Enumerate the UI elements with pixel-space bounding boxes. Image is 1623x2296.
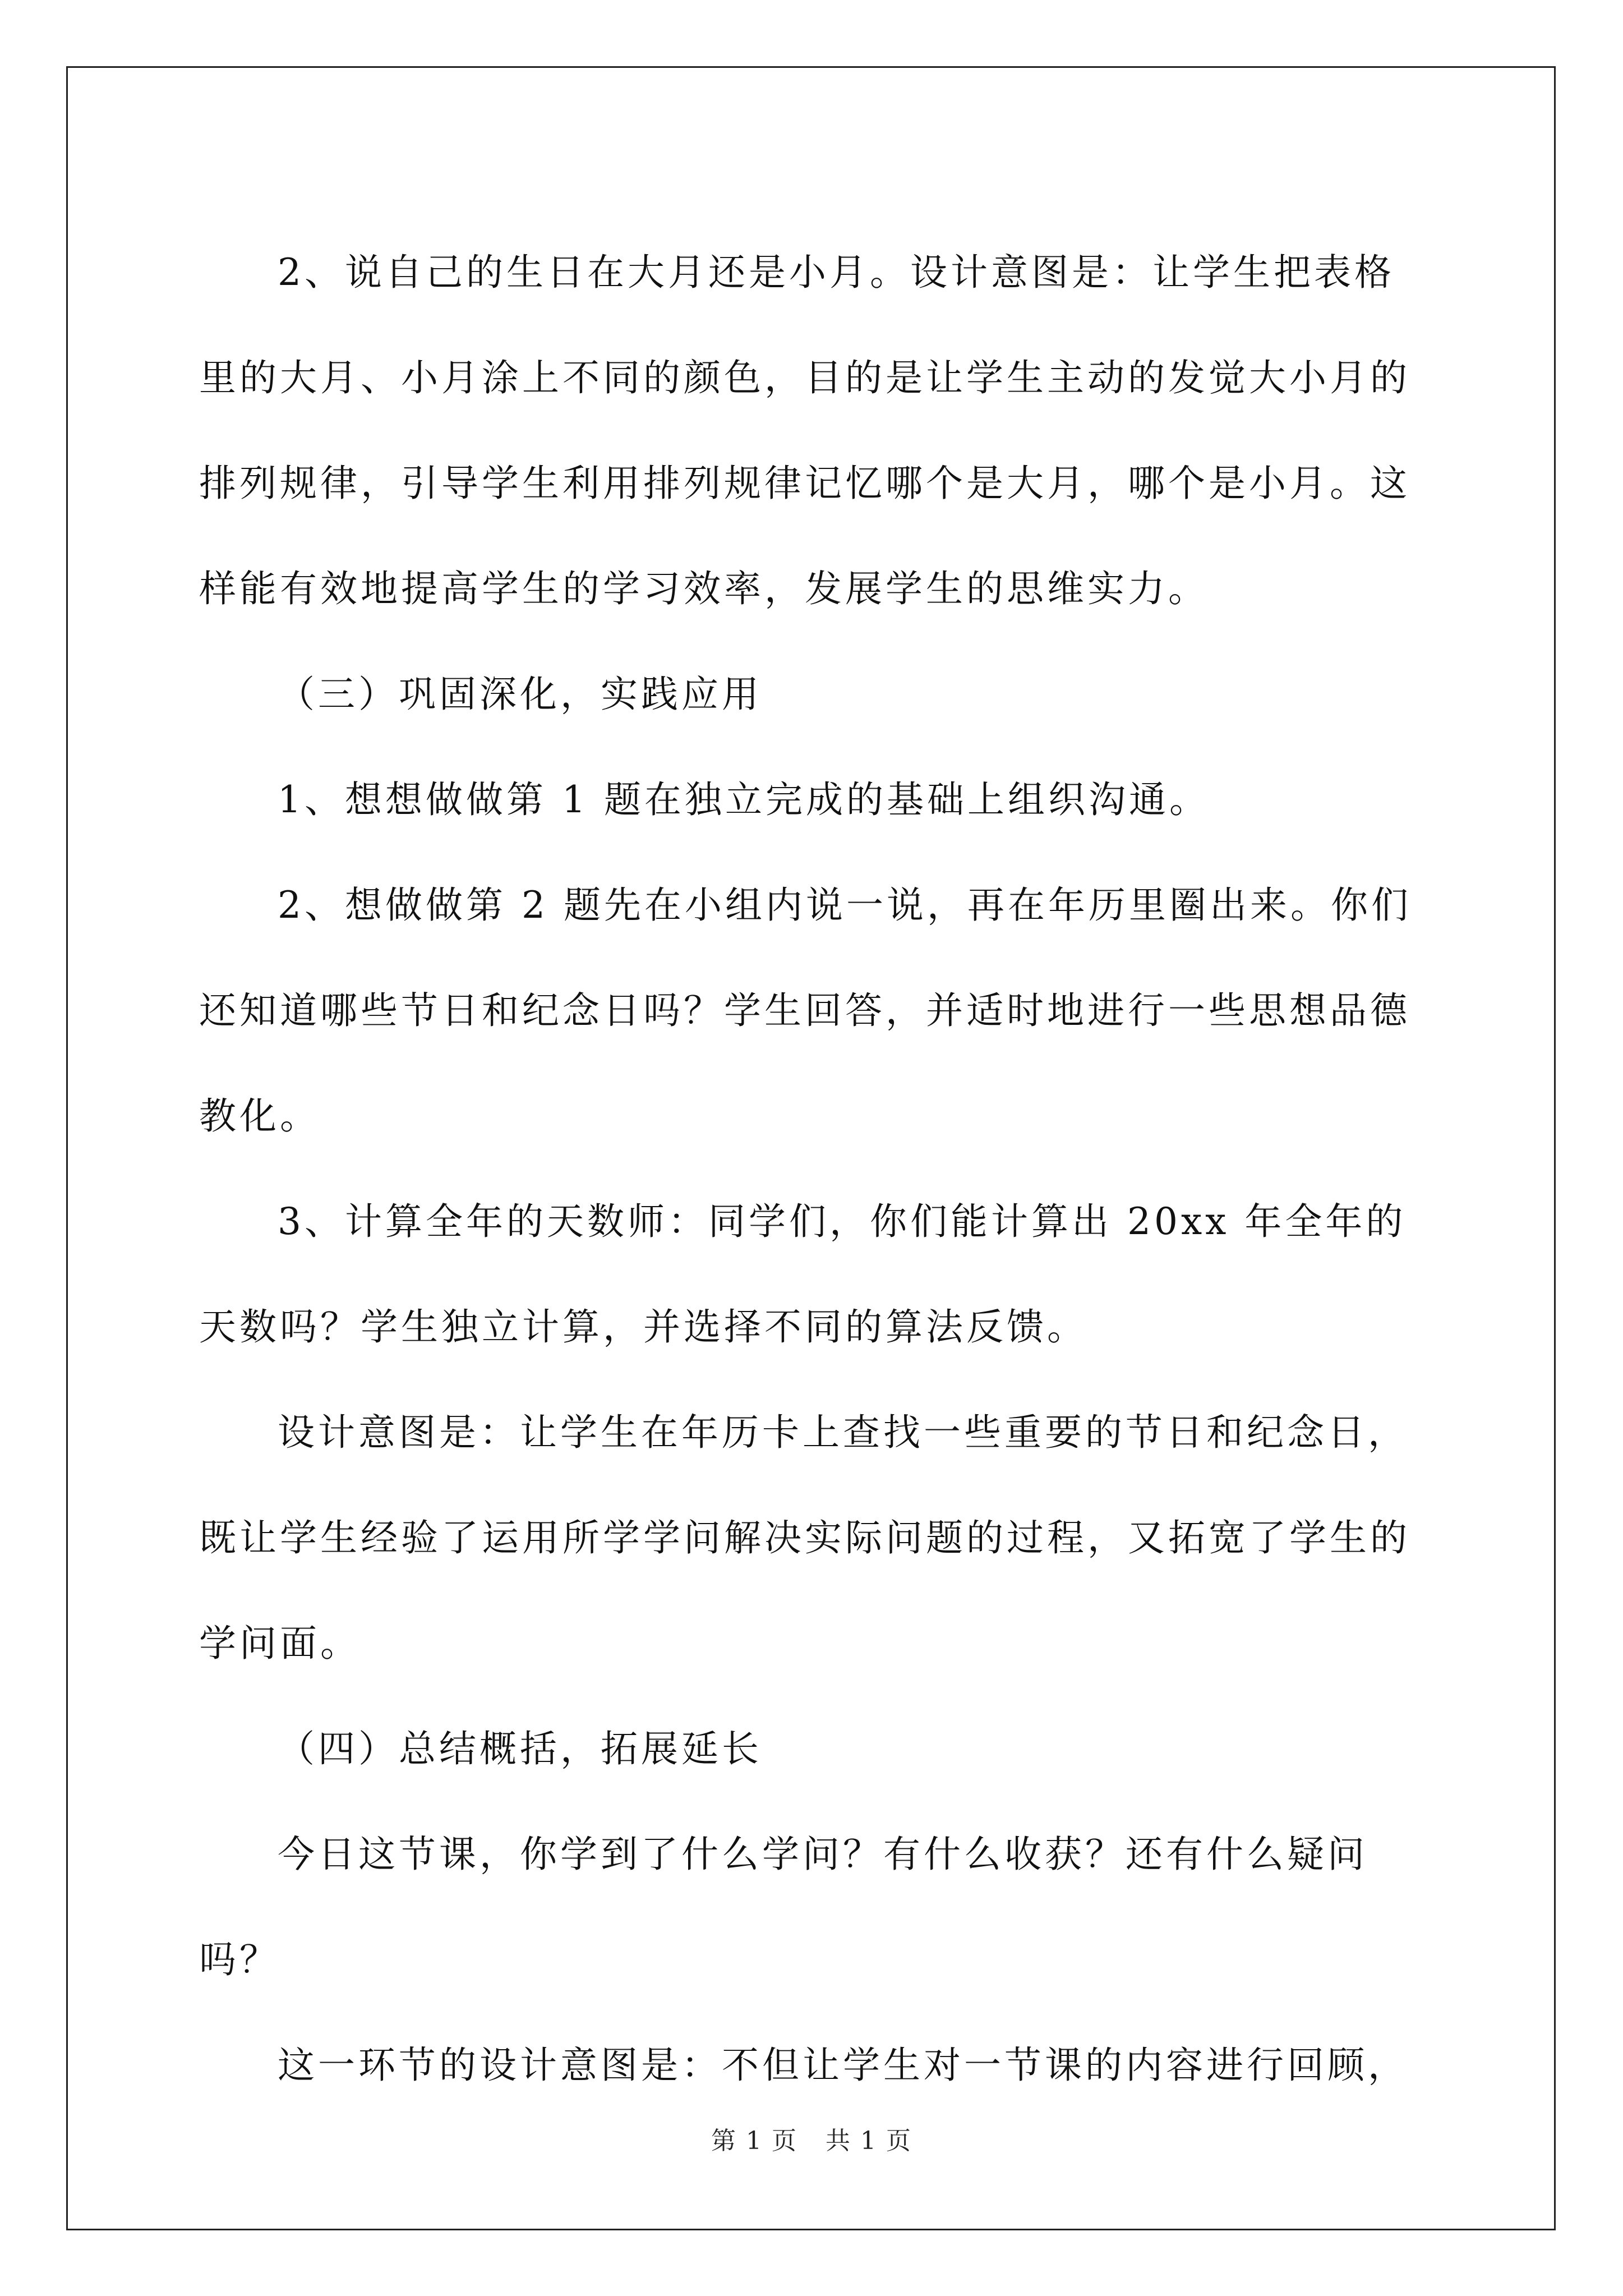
paragraph-design-intent: 设计意图是：让学生在年历卡上查找一些重要的节日和纪念日，既让学生经验了运用所学学问解决实际问题的过程，又拓宽了学生的学问面。 [199, 1411, 1410, 1665]
paragraph-exercise-3: 3、计算全年的天数师：同学们，你们能计算出 20xx 年全年的天数吗？学生独立计算，并选择不同的算法反馈。 [199, 1200, 1407, 1349]
document-body [199, 220, 1427, 2118]
section-heading-consolidate: （三）巩固深化，实践应用 [278, 673, 762, 716]
section-heading-summary: （四）总结概括，拓展延长 [278, 1727, 762, 1770]
paragraph-exercise-1: 1、想想做做第 1 题在独立完成的基础上组织沟通。 [278, 778, 1210, 821]
paragraph-birthday-months: 2、说自己的生日在大月还是小月。设计意图是：让学生把表格里的大月、小月涂上不同的颜色，目的是让学生主动的发觉大小月的排列规律，引导学生利用排列规律记忆哪个是大月，哪个是小月。这样能有效地提高学生的学习效率，发展学生的思维实力。 [199, 251, 1410, 610]
paragraph-summary-questions: 今日这节课，你学到了什么学问？有什么收获？还有什么疑问吗？ [199, 1833, 1368, 1981]
page-footer [0, 2120, 1623, 2156]
paragraph-summary-intent: 这一环节的设计意图是：不但让学生对一节课的内容进行回顾， [278, 2044, 1408, 2087]
paragraph-exercise-2: 2、想做做第 2 题先在小组内说一说，再在年历里圈出来。你们还知道哪些节日和纪念日吗？学生回答，并适时地进行一些思想品德教化。 [199, 884, 1412, 1138]
page-total: 共 1 页 [826, 2127, 912, 2155]
page-number: 第 1 页 [711, 2127, 797, 2155]
